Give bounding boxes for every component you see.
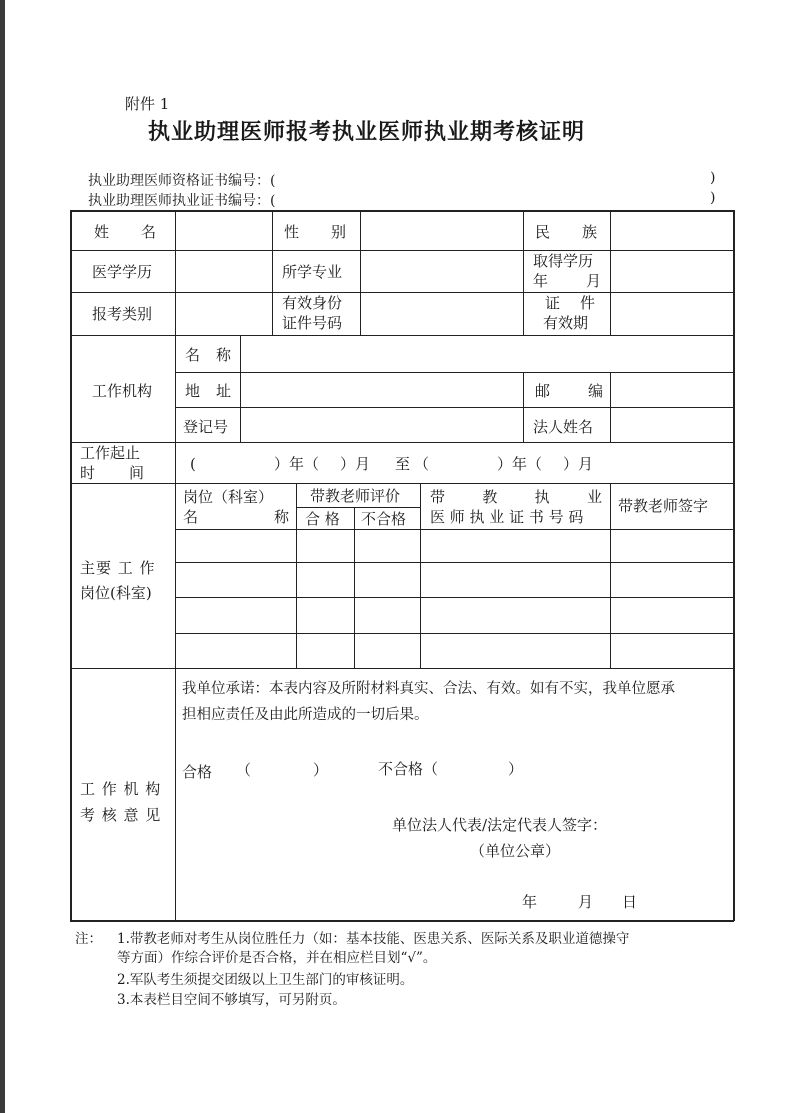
review-pass-label: 合格 bbox=[182, 763, 213, 781]
note-1-line1: 1.带教老师对考生从岗位胜任力（如：基本技能、医患关系、医际关系及职业道德操守 bbox=[117, 931, 630, 947]
review-pass-paren-close: ） bbox=[313, 761, 329, 779]
practice-cert-close-paren: ) bbox=[710, 190, 716, 206]
col-pass-header: 合 格 bbox=[305, 510, 340, 528]
degree-date-year-month: 年 月 bbox=[533, 272, 601, 290]
period-start-paren: ( bbox=[190, 455, 196, 473]
scan-edge bbox=[0, 0, 5, 1113]
qualification-cert-close-paren: ) bbox=[710, 170, 716, 186]
org-address-label: 地 址 bbox=[185, 382, 231, 400]
cert-valid-label-line1: 证 件 bbox=[545, 294, 595, 312]
period-end-year: ）年（ bbox=[497, 455, 543, 473]
attachment-label: 附件 1 bbox=[125, 95, 170, 113]
legal-rep-signature-label: 单位法人代表/法定代表人签字： bbox=[392, 816, 608, 834]
gender-label: 性 别 bbox=[284, 223, 346, 241]
degree-date-label: 取得学历 bbox=[533, 252, 594, 270]
postcode-label: 邮 编 bbox=[535, 382, 603, 400]
period-to: 至 bbox=[395, 455, 411, 473]
col-cert-header-line1: 带 教 执 业 bbox=[430, 488, 602, 506]
exam-category-label: 报考类别 bbox=[92, 305, 153, 323]
period-start-month: ）月 bbox=[340, 455, 371, 473]
date-month-label: 月 bbox=[578, 893, 594, 911]
col-position-header-line1: 岗位（科室） bbox=[183, 488, 274, 506]
review-fail-label: 不合格（ bbox=[378, 760, 439, 778]
date-day-label: 日 bbox=[622, 893, 638, 911]
review-pass-paren-open: （ bbox=[236, 761, 252, 779]
work-period-label-line2: 时 间 bbox=[80, 464, 144, 482]
page-title: 执业助理医师报考执业医师执业期考核证明 bbox=[148, 119, 586, 145]
col-signature-header: 带教老师签字 bbox=[618, 497, 709, 515]
org-name-label: 名 称 bbox=[185, 346, 231, 364]
id-number-label-line2: 证件号码 bbox=[282, 314, 343, 332]
work-period-label-line1: 工作起止 bbox=[80, 444, 141, 462]
date-year-label: 年 bbox=[522, 893, 538, 911]
legal-person-label: 法人姓名 bbox=[533, 418, 594, 436]
col-fail-header: 不合格 bbox=[361, 510, 407, 528]
major-label: 所学专业 bbox=[282, 263, 343, 281]
review-label-line2: 考 核 意 见 bbox=[80, 806, 162, 824]
main-positions-label-line2: 岗位(科室) bbox=[80, 584, 152, 602]
period-end-month: ）月 bbox=[563, 455, 594, 473]
practice-cert-number-label: 执业助理医师执业证书编号：( bbox=[88, 193, 276, 209]
period-start-year: ）年（ bbox=[274, 455, 320, 473]
work-org-label: 工作机构 bbox=[92, 382, 153, 400]
pledge-text-line1: 我单位承诺：本表内容及所附材料真实、合法、有效。如有不实，我单位愿承 bbox=[182, 681, 675, 697]
pledge-text-line2: 担相应责任及由此所造成的一切后果。 bbox=[182, 707, 429, 723]
review-label-line1: 工 作 机 构 bbox=[80, 780, 162, 798]
col-position-header-line2: 名 称 bbox=[183, 508, 289, 526]
period-end-paren: （ bbox=[414, 455, 430, 473]
review-fail-paren-close: ） bbox=[508, 760, 524, 778]
notes-prefix: 注： bbox=[75, 931, 102, 947]
id-number-label-line1: 有效身份 bbox=[282, 294, 343, 312]
main-positions-label-line1: 主要 工 作 bbox=[80, 559, 156, 577]
unit-seal-label: （单位公章） bbox=[470, 842, 561, 860]
col-cert-header-line2: 医 师 执 业 证 书 号 码 bbox=[430, 508, 584, 526]
medical-education-label: 医学学历 bbox=[92, 263, 153, 281]
registration-number-label: 登记号 bbox=[183, 418, 229, 436]
col-evaluation-header: 带教老师评价 bbox=[310, 487, 401, 505]
cert-valid-label-line2: 有效期 bbox=[543, 314, 589, 332]
note-3: 3.本表栏目空间不够填写，可另附页。 bbox=[117, 992, 346, 1008]
note-1-line2: 等方面）作综合评价是否合格，并在相应栏目划“√”。 bbox=[117, 950, 437, 966]
name-label: 姓 名 bbox=[94, 223, 156, 241]
note-2: 2.军队考生须提交团级以上卫生部门的审核证明。 bbox=[117, 972, 414, 988]
qualification-cert-number-label: 执业助理医师资格证书编号：( bbox=[88, 173, 276, 189]
ethnicity-label: 民 族 bbox=[535, 223, 597, 241]
